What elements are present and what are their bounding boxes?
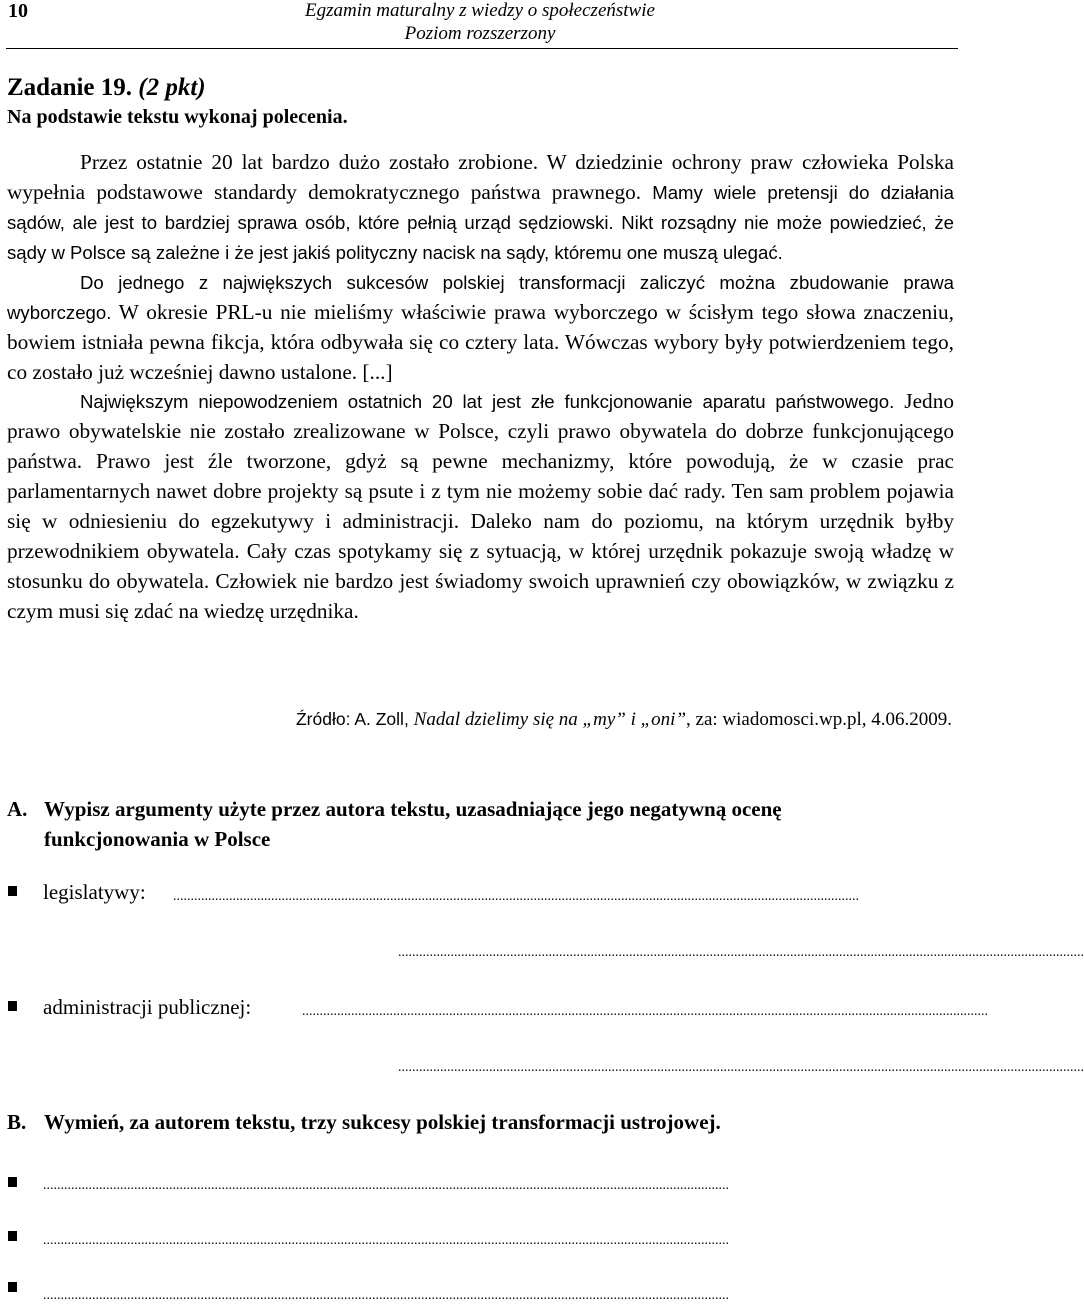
- answer-label: legislatywy:: [43, 880, 146, 904]
- question-b-text: Wymień, za autorem tekstu, trzy sukcesy polskiej transformacji ustrojowej.: [44, 1110, 721, 1134]
- source-citation: [296, 709, 952, 731]
- passage-text: Mamy wiele pretensji do działania sądów, ale jest to bardziej sprawa osób, które pełnią urząd sędziowski. Nikt rozsądny nie może powiedzieć, że sądy w Polsce są zależne i że jest jakiś polityczny nacisk na sądy, któremu one muszą ulegać.: [7, 182, 954, 263]
- page-number: 10: [8, 0, 28, 22]
- passage-text: W dziedzinie ochrony praw człowieka Polska wypełnia podstawowe standardy demokratycznego państwa prawnego.: [7, 150, 954, 204]
- source-title: Nadal dzielimy się na „my” i „oni”: [413, 709, 687, 730]
- passage-paragraph-1: [7, 148, 954, 268]
- source-passage: [7, 148, 954, 627]
- bullet-icon: [8, 1001, 17, 1011]
- passage-text: Do jednego z największych sukcesów polskiej transformacji zaliczyć można zbudowanie prawa wyborczego.: [7, 272, 954, 323]
- source-rest: , za: wiadomosci.wp.pl, 4.06.2009.: [686, 709, 952, 730]
- passage-text: Przez ostatnie 20 lat bardzo dużo zostało zrobione.: [80, 150, 539, 174]
- header-subtitle: Poziom rozszerzony: [404, 23, 556, 44]
- task-instruction: Na podstawie tekstu wykonaj polecenia.: [7, 106, 348, 128]
- bullet-icon: [8, 1177, 17, 1187]
- answer-line[interactable]: ....................................................................................................................................................................................................: [302, 1004, 988, 1019]
- bullet-icon: [8, 1231, 17, 1241]
- answer-line[interactable]: ....................................................................................................................................................................................................: [398, 945, 1084, 960]
- passage-text: Jedno prawo obywatelskie nie zostało zrealizowane w Polsce, czyli prawo obywatela do dobrze funkcjonującego państwa. Prawo jest źle tworzone, gdyż są pewne mechanizmy, które powodują, że w czasie prac parlamentarnych nawet dobre projekty są psute i z tym nie możemy sobie dać rady. Ten sam problem pojawia się w odniesieniu do egzekutywy i administracji. Daleko nam do poziomu, na którym urzędnik byłby przewodnikiem obywatela. Cały czas spotykamy się z sytuacją, w której urzędnik pokazuje swoją władzę w stosunku do obywatela. Człowiek nie bardzo jest świadomy swoich uprawnień czy obowiązków, w związku z czym musi się zdać na wiedzę urzędnika.: [7, 389, 954, 623]
- answer-line[interactable]: ....................................................................................................................................................................................................: [173, 889, 859, 904]
- passage-text: Największym niepowodzeniem ostatnich 20 lat jest złe funkcjonowanie aparatu państwowego.: [80, 391, 895, 412]
- answer-line[interactable]: ....................................................................................................................................................................................................: [43, 1233, 729, 1248]
- answer-legislatywy: [43, 880, 146, 905]
- answer-line[interactable]: ....................................................................................................................................................................................................: [398, 1060, 1084, 1075]
- task-title: [7, 74, 206, 102]
- answer-line[interactable]: ....................................................................................................................................................................................................: [43, 1288, 729, 1303]
- task-title-main: Zadanie 19.: [7, 74, 133, 101]
- header-title: Egzamin maturalny z wiedzy o społeczeństwie: [305, 0, 655, 21]
- question-a-text: Wypisz argumenty użyte przez autora tekstu, uzasadniające jego negatywną ocenę: [44, 797, 782, 821]
- header-rule: [6, 48, 958, 49]
- bullet-icon: [8, 1282, 17, 1292]
- source-label: Źródło: A. Zoll,: [295, 709, 414, 729]
- passage-paragraph-3: [7, 387, 954, 627]
- passage-paragraph-2: [7, 268, 954, 388]
- answer-administracji: [43, 995, 251, 1020]
- question-a-label: A.: [7, 797, 28, 821]
- task-points: (2 pkt): [138, 74, 206, 101]
- answer-label: administracji publicznej:: [43, 995, 252, 1019]
- question-a-text-cont: funkcjonowania w Polsce: [44, 827, 271, 851]
- passage-text: W okresie PRL-u nie mieliśmy właściwie prawa wyborczego w ścisłym tego słowa znaczeniu, bowiem istniała pewna fikcja, która odbywała się co cztery lata. Wówczas wybory były potwierdzeniem tego, co zostało już wcześniej dawno ustalone. [...]: [7, 300, 954, 384]
- question-b-label: B.: [7, 1110, 27, 1134]
- bullet-icon: [8, 886, 17, 896]
- answer-line[interactable]: ....................................................................................................................................................................................................: [43, 1178, 729, 1193]
- question-b: [7, 1110, 952, 1135]
- question-a: [7, 794, 952, 854]
